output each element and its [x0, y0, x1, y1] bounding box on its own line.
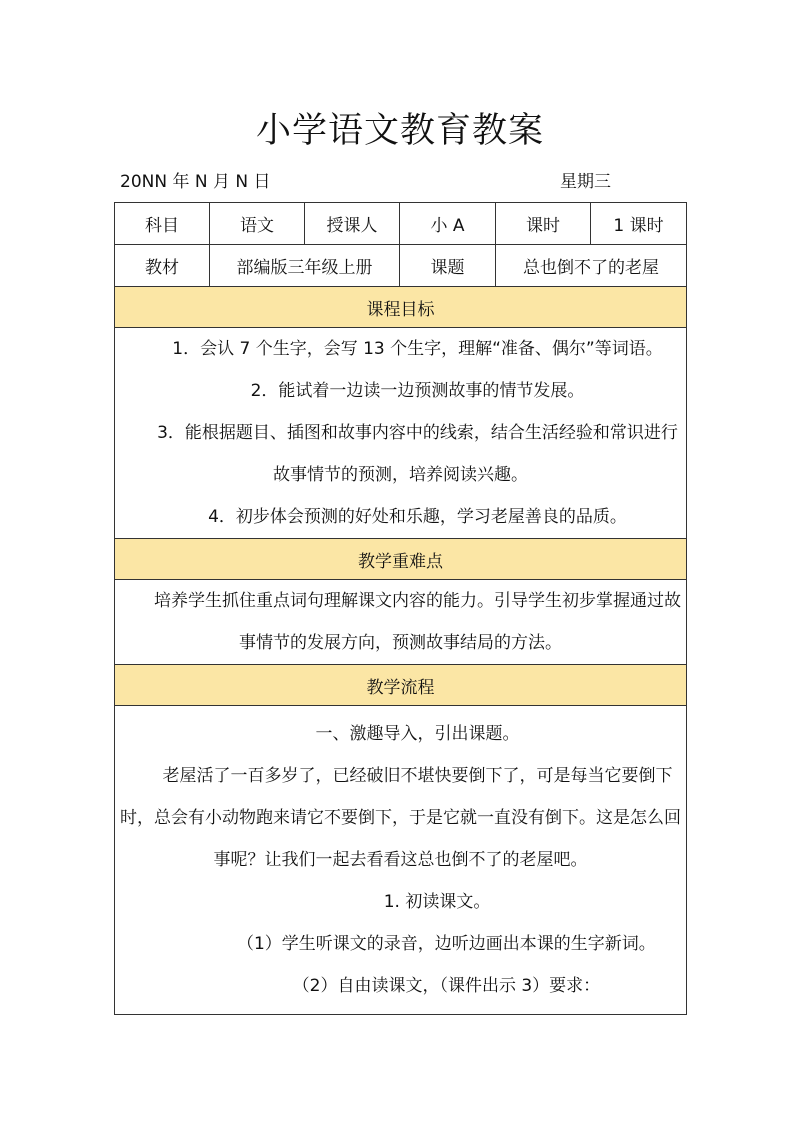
process-heading: 教学流程 [115, 665, 687, 706]
textbook-label: 教材 [115, 245, 210, 287]
topic-label: 课题 [400, 245, 496, 287]
keypoints-heading: 教学重难点 [115, 539, 687, 580]
process-line: 老屋活了一百多岁了，已经破旧不堪快要倒下了，可是每当它要倒下时，总会有小动物跑来请它不要倒下，于是它就一直没有倒下。这是怎么回事呢？让我们一起去看看这总也倒不了的老屋吧。 [120, 766, 681, 870]
goals-header-row [115, 287, 687, 328]
process-line: 一、激趣导入，引出课题。 [315, 724, 520, 744]
hours-label: 课时 [496, 203, 591, 245]
teacher-label: 授课人 [305, 203, 400, 245]
lesson-weekday: 星期三 [560, 172, 611, 192]
textbook-value: 部编版三年级上册 [210, 245, 400, 287]
lesson-date: 20NN 年 N 月 N 日 [120, 172, 271, 192]
process-header-row [115, 665, 687, 706]
document-title: 小学语文教育教案 [255, 111, 544, 151]
info-row-1 [115, 203, 687, 245]
goals-content-row [115, 328, 687, 539]
process-line: 1. 初读课文。 [383, 892, 491, 912]
process-line: （1）学生听课文的录音，边听边画出本课的生字新词。 [236, 934, 656, 954]
teacher-value: 小 A [400, 203, 496, 245]
goal-item: 3．能根据题目、插图和故事内容中的线索，结合生活经验和常识进行故事情节的预测，培养阅读兴趣。 [157, 423, 678, 485]
process-content [115, 706, 687, 1015]
hours-value: 1 课时 [591, 203, 687, 245]
goals-heading: 课程目标 [115, 287, 687, 328]
topic-value: 总也倒不了的老屋 [496, 245, 687, 287]
lesson-plan-table [114, 202, 687, 1015]
subject-label: 科目 [115, 203, 210, 245]
keypoints-header-row [115, 539, 687, 580]
info-row-2 [115, 245, 687, 287]
keypoints-text: 培养学生抓住重点词句理解课文内容的能力。引导学生初步掌握通过故事情节的发展方向，预测故事结局的方法。 [154, 591, 681, 653]
process-line: （2）自由读课文，（课件出示 3）要求： [292, 976, 601, 996]
goals-content [115, 328, 687, 539]
keypoints-content-row [115, 580, 687, 665]
goal-item: 1．会认 7 个生字，会写 13 个生字，理解“准备、偶尔”等词语。 [172, 339, 663, 359]
process-content-row [115, 706, 687, 1015]
keypoints-content [115, 580, 687, 665]
goal-item: 4．初步体会预测的好处和乐趣，学习老屋善良的品质。 [208, 507, 627, 527]
goal-item: 2．能试着一边读一边预测故事的情节发展。 [250, 381, 585, 401]
subject-value: 语文 [210, 203, 305, 245]
